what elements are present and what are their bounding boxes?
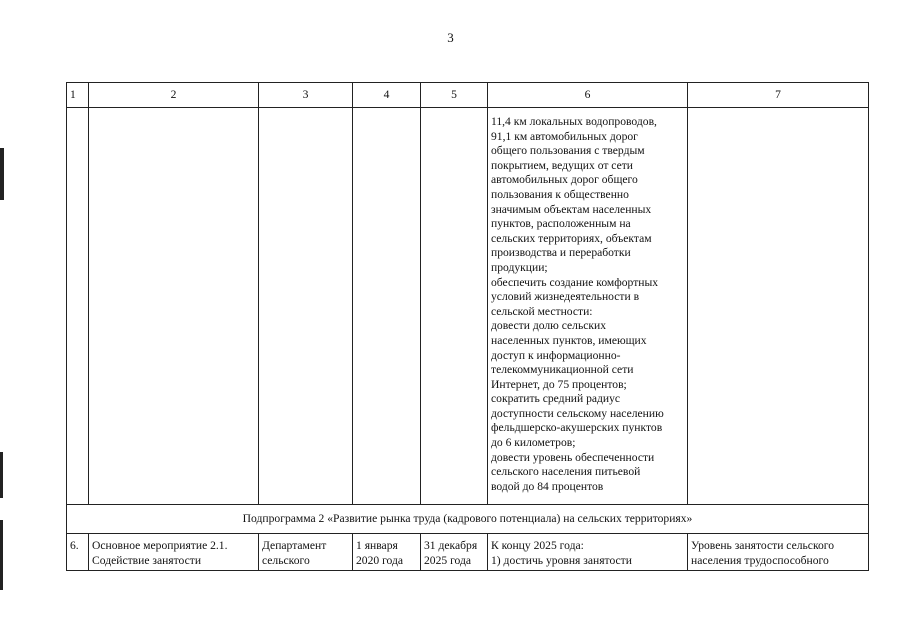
expected-results-line: сельских территориях, объектам bbox=[491, 231, 652, 245]
expected-results-line: обеспечить создание комфортных bbox=[491, 275, 659, 289]
expected-results-line: условий жизнедеятельности в bbox=[491, 290, 640, 304]
expected-results-line: довести долю сельских bbox=[491, 319, 607, 333]
binding-mark bbox=[0, 520, 3, 590]
expected-results-line: доступ к информационно- bbox=[491, 348, 621, 362]
column-header: 2 bbox=[89, 83, 259, 108]
end-date-line: 31 декабря bbox=[424, 539, 478, 552]
row-number: 6. bbox=[67, 534, 89, 571]
column-header: 4 bbox=[353, 83, 421, 108]
expected-results-line: довести уровень обеспеченности bbox=[491, 450, 655, 464]
table-cell bbox=[89, 108, 259, 505]
expected-results-line: Интернет, до 75 процентов; bbox=[491, 377, 627, 391]
indicator-line: Уровень занятости сельского bbox=[691, 539, 835, 552]
expected-results-cell bbox=[488, 108, 688, 505]
program-table bbox=[66, 82, 869, 571]
measure-cell bbox=[89, 534, 259, 571]
result-line: 1) достичь уровня занятости bbox=[491, 553, 632, 567]
expected-results-line: продукции; bbox=[491, 260, 548, 274]
start-date-line: 1 января bbox=[356, 539, 398, 552]
expected-results-line: производства и переработки bbox=[491, 246, 631, 260]
end-date-cell bbox=[421, 534, 488, 571]
result-line: К концу 2025 года: bbox=[491, 539, 584, 552]
binding-mark bbox=[0, 452, 3, 498]
column-number-row bbox=[67, 83, 869, 108]
subprogram-title: Подпрограмма 2 «Развитие рынка труда (кадрового потенциала) на сельских территориях» bbox=[67, 505, 869, 534]
measure-line: Основное мероприятие 2.1. bbox=[92, 539, 228, 552]
expected-results-line: автомобильных дорог общего bbox=[491, 173, 638, 187]
expected-results-line: водой до 84 процентов bbox=[491, 479, 604, 493]
column-header: 6 bbox=[488, 83, 688, 108]
table-row bbox=[67, 534, 869, 571]
expected-results-line: 91,1 км автомобильных дорог bbox=[491, 129, 638, 143]
start-date-cell bbox=[353, 534, 421, 571]
expected-results-line: телекоммуникационной сети bbox=[491, 363, 634, 377]
end-date-line: 2025 года bbox=[424, 553, 472, 567]
expected-results-line: сельской местности: bbox=[491, 304, 593, 318]
expected-results-line: сократить средний радиус bbox=[491, 392, 621, 406]
measure-line: Содействие занятости bbox=[92, 553, 202, 567]
indicator-cell bbox=[688, 534, 869, 571]
subprogram-row bbox=[67, 505, 869, 534]
expected-results-line: значимым объектам населенных bbox=[491, 202, 652, 216]
expected-results-line: населенных пунктов, имеющих bbox=[491, 333, 647, 347]
table-cell bbox=[421, 108, 488, 505]
column-header: 3 bbox=[259, 83, 353, 108]
result-cell bbox=[488, 534, 688, 571]
column-header: 1 bbox=[67, 83, 89, 108]
expected-results-line: фельдшерско-акушерских пунктов bbox=[491, 421, 663, 435]
table-cell bbox=[259, 108, 353, 505]
expected-results-line: доступности сельскому населению bbox=[491, 406, 664, 420]
executor-line: Департамент bbox=[262, 539, 327, 552]
page-number: 3 bbox=[447, 30, 454, 45]
table-cell bbox=[353, 108, 421, 505]
executor-cell bbox=[259, 534, 353, 571]
expected-results-line: общего пользования с твердым bbox=[491, 144, 645, 158]
expected-results-line: до 6 километров; bbox=[491, 436, 576, 450]
table-cell bbox=[688, 108, 869, 505]
start-date-line: 2020 года bbox=[356, 553, 404, 567]
executor-line: сельского bbox=[262, 553, 310, 567]
binding-mark bbox=[0, 148, 4, 200]
column-header: 5 bbox=[421, 83, 488, 108]
expected-results-text bbox=[491, 109, 684, 494]
expected-results-line: пунктов, расположенным на bbox=[491, 217, 631, 231]
expected-results-line: 11,4 км локальных водопроводов, bbox=[491, 115, 657, 128]
table-cell bbox=[67, 108, 89, 505]
column-header: 7 bbox=[688, 83, 869, 108]
indicator-line: населения трудоспособного bbox=[691, 553, 829, 567]
expected-results-line: сельского населения питьевой bbox=[491, 465, 641, 479]
expected-results-line: пользования к общественно bbox=[491, 187, 629, 201]
expected-results-line: покрытием, ведущих от сети bbox=[491, 158, 634, 172]
continuation-row bbox=[67, 108, 869, 505]
